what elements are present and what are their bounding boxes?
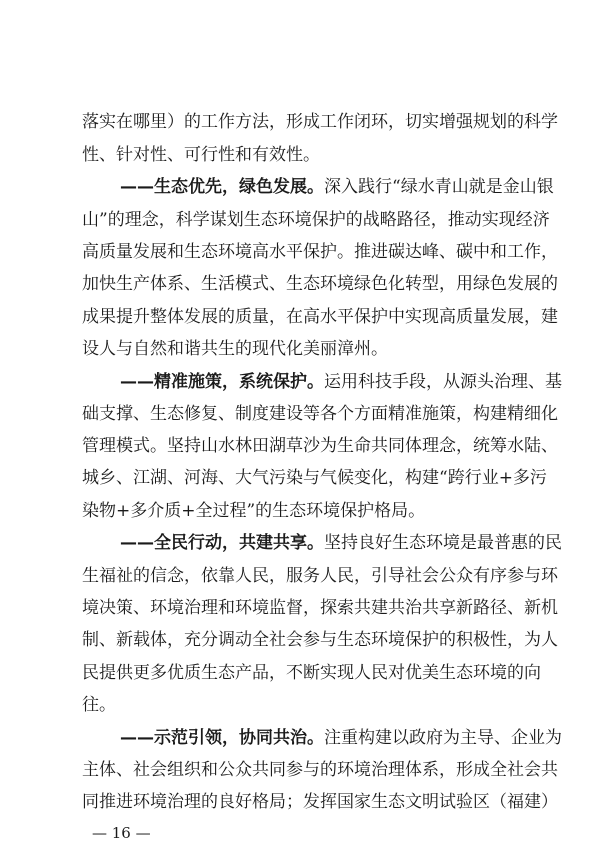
body-text-line: 同推进环境治理的良好格局；发挥国家生态文明试验区（福建） [82, 792, 558, 812]
principle-heading: ——示范引领，协同共治。 [120, 728, 324, 748]
principle-line-public-action [120, 532, 562, 554]
principle-line-demonstration [120, 727, 562, 749]
body-text-line: 主体、社会组织和公众共同参与的环境治理体系，形成全社会共 [82, 760, 558, 780]
body-text-line: 础支撑、生态修复、制度建设等各个方面精准施策，构建精细化 [82, 404, 558, 424]
body-text-line: 民提供更多优质生态产品，不断实现人民对优美生态环境的向 [82, 663, 541, 683]
body-text-line: 落实在哪里）的工作方法，形成工作闭环，切实增强规划的科学 [82, 112, 558, 132]
body-text-line: 高质量发展和生态环境高水平保护。推进碳达峰、碳中和工作， [82, 242, 558, 262]
body-text-line: 境决策、环境治理和环境监督，探索共建共治共享新路径、新机 [82, 598, 558, 618]
body-text-line: 加快生产体系、生活模式、生态环境绿色化转型，用绿色发展的 [82, 274, 558, 294]
principle-line-green-development [120, 176, 554, 198]
principle-text: 注重构建以政府为主导、企业为 [324, 728, 562, 748]
principle-heading: ——全民行动，共建共享。 [120, 533, 324, 553]
body-text-line: 城乡、江湖、河海、大气污染与气候变化，构建“跨行业+多污 [82, 468, 547, 488]
principle-line-precise-policy [120, 371, 562, 393]
body-text-line: 染物+多介质+全过程”的生态环境保护格局。 [82, 501, 426, 521]
body-text-line: 往。 [82, 695, 116, 715]
body-text-line: 生福祉的信念，依靠人民，服务人民，引导社会公众有序参与环 [82, 566, 558, 586]
body-text-line: 成果提升整体发展的质量，在高水平保护中实现高质量发展，建 [82, 307, 558, 327]
principle-text: 深入践行“绿水青山就是金山银 [324, 177, 554, 197]
principle-text: 运用科技手段，从源头治理、基 [324, 372, 562, 392]
principle-text: 坚持良好生态环境是最普惠的民 [324, 533, 562, 553]
body-text-line: 设人与自然和谐共生的现代化美丽漳州。 [82, 339, 388, 359]
body-text-line: 性、针对性、可行性和有效性。 [82, 145, 320, 165]
principle-heading: ——精准施策，系统保护。 [120, 372, 324, 392]
page-number: — 16 — [92, 824, 151, 842]
body-text-line: 制、新载体，充分调动全社会参与生态环境保护的积极性，为人 [82, 630, 558, 650]
body-text-line: 管理模式。坚持山水林田湖草沙为生命共同体理念，统筹水陆、 [82, 436, 558, 456]
principle-heading: ——生态优先，绿色发展。 [120, 177, 324, 197]
body-text-line: 山”的理念，科学谋划生态环境保护的战略路径，推动实现经济 [82, 210, 550, 230]
